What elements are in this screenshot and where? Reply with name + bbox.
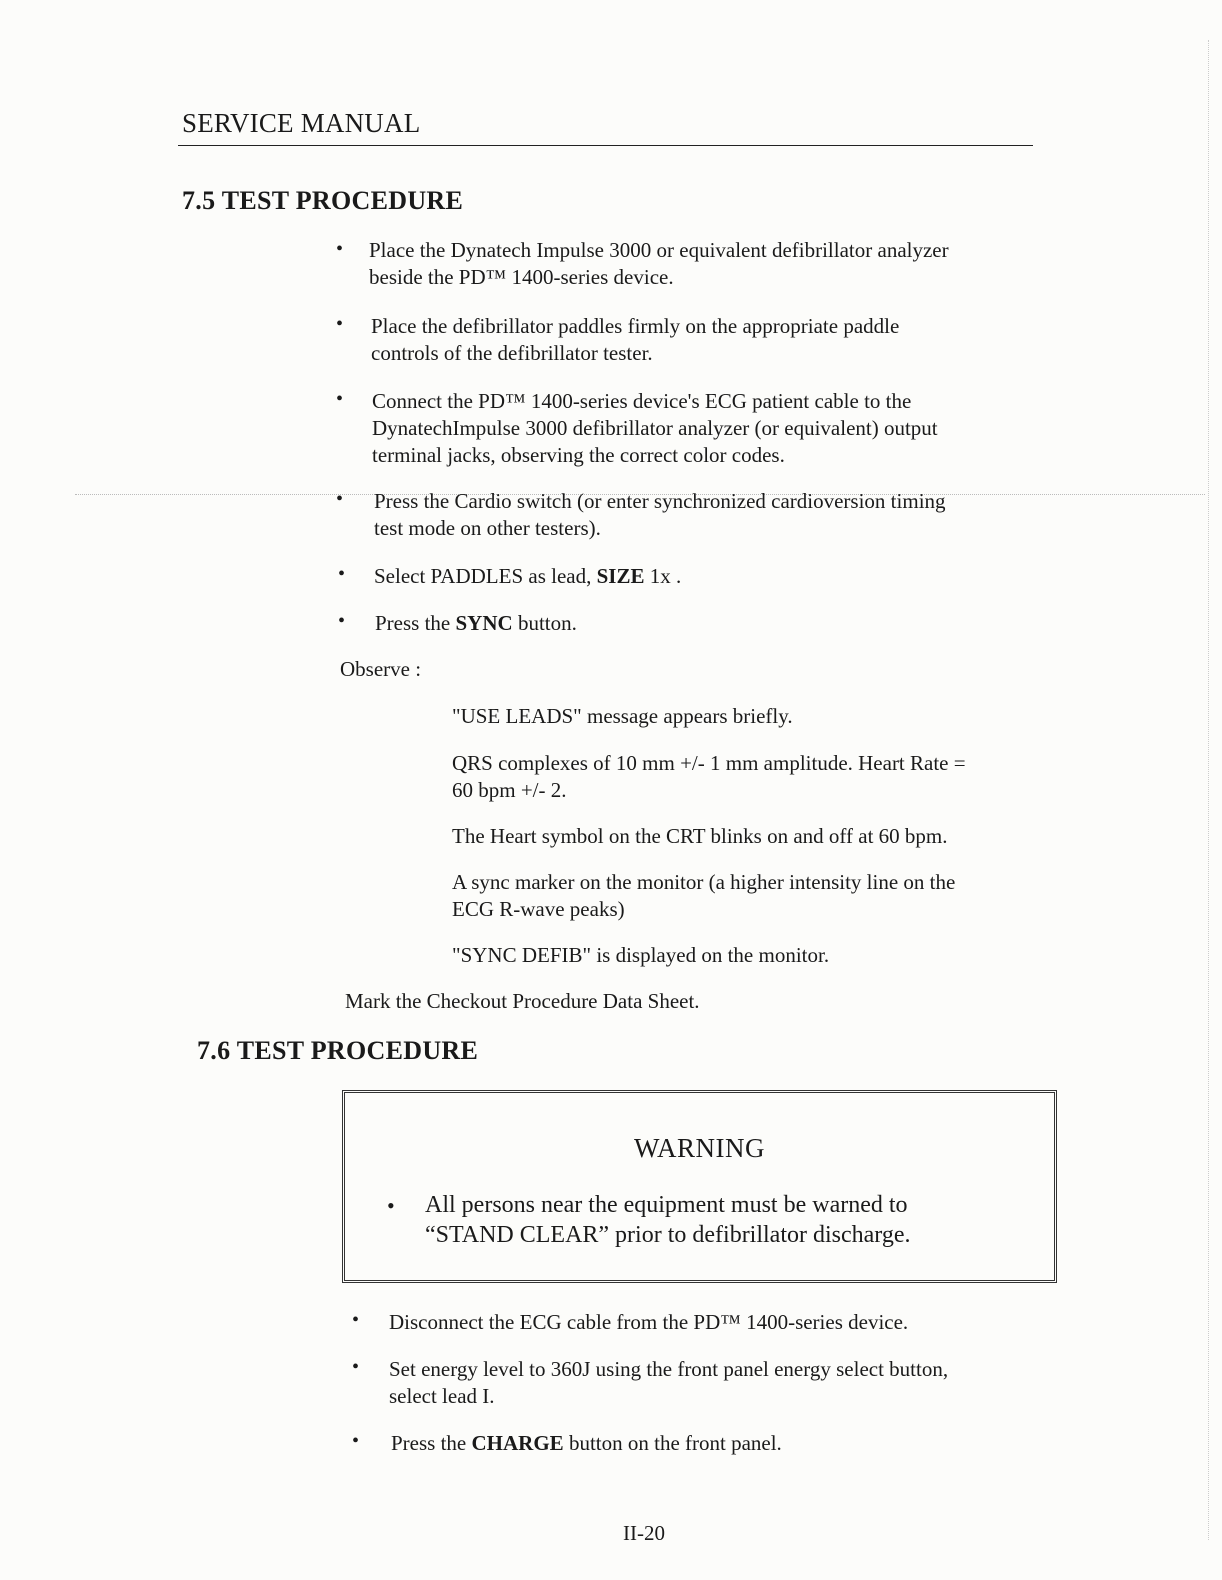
observation-item: The Heart symbol on the CRT blinks on and off at 60 bpm. [452, 824, 948, 848]
bullet-icon: • [387, 1193, 395, 1218]
bullet-icon: • [352, 1430, 360, 1452]
observe-label: Observe : [340, 657, 422, 681]
bullet-icon: • [336, 238, 344, 260]
scan-edge-artifact [1208, 40, 1209, 1540]
bullet-icon: • [352, 1309, 360, 1331]
list-item: Place the defibrillator paddles firmly on the appropriate paddle controls of the defibrillator tester. [371, 314, 900, 365]
list-item: Press the SYNC button. [375, 611, 577, 635]
bullet-icon: • [336, 488, 344, 510]
bullet-icon: • [336, 388, 344, 410]
warning-box [342, 1090, 1057, 1283]
warning-text: All persons near the equipment must be warned to “STAND CLEAR” prior to defibrillator discharge. [425, 1192, 911, 1248]
observation-item: "SYNC DEFIB" is displayed on the monitor. [452, 943, 830, 967]
bullet-icon: • [338, 563, 346, 585]
list-item: Disconnect the ECG cable from the PD™ 1400-series device. [389, 1310, 909, 1334]
page-number: II-20 [623, 1521, 665, 1545]
observation-item: A sync marker on the monitor (a higher intensity line on the ECG R-wave peaks) [452, 870, 956, 921]
list-item: Press the CHARGE button on the front panel. [391, 1431, 782, 1455]
warning-title: WARNING [634, 1133, 765, 1163]
header-rule [178, 145, 1033, 146]
list-item: Select PADDLES as lead, SIZE 1x . [374, 564, 682, 588]
section-heading-7-5: 7.5 TEST PROCEDURE [182, 186, 464, 215]
bullet-icon: • [338, 610, 346, 632]
section-heading-7-6: 7.6 TEST PROCEDURE [197, 1036, 479, 1065]
list-item: Press the Cardio switch (or enter synchronized cardioversion timing test mode on other testers). [374, 489, 946, 540]
list-item: Set energy level to 360J using the front panel energy select button, select lead I. [389, 1357, 949, 1408]
observation-item: "USE LEADS" message appears briefly. [452, 704, 793, 728]
bullet-icon: • [352, 1356, 360, 1378]
bullet-icon: • [336, 313, 344, 335]
page-header-title: SERVICE MANUAL [182, 108, 421, 138]
mark-instruction: Mark the Checkout Procedure Data Sheet. [345, 989, 700, 1013]
observation-item: QRS complexes of 10 mm +/- 1 mm amplitude. Heart Rate = 60 bpm +/- 2. [452, 751, 966, 802]
list-item: Connect the PD™ 1400-series device's ECG patient cable to the DynatechImpulse 3000 defibrillator analyzer (or equivalent) output terminal jacks, observing the correct color codes. [372, 389, 938, 467]
list-item: Place the Dynatech Impulse 3000 or equivalent defibrillator analyzer beside the PD™ 1400-series device. [369, 238, 949, 289]
